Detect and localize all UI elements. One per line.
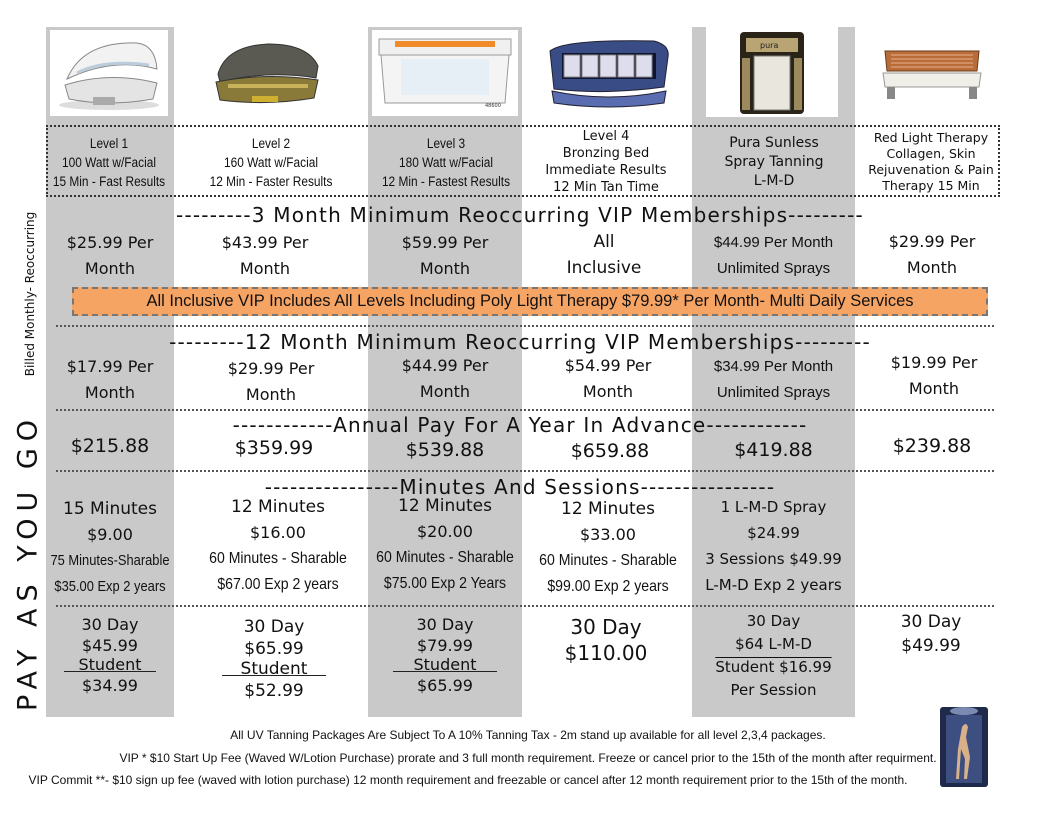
product-name: Level 3: [426, 135, 466, 151]
product-name: Level 2: [251, 135, 291, 151]
student-price: $52.99: [244, 681, 304, 701]
product-detail: 15 Min - Fast Results: [52, 173, 166, 189]
package: 60 Minutes - Sharable: [376, 549, 514, 566]
product-detail: 180 Watt w/Facial: [399, 154, 493, 170]
product-detail: L-M-D: [753, 172, 795, 189]
annual-heading: ------------Annual Pay For A Year In Advance------------: [232, 413, 808, 437]
minutes: 15 Minutes: [63, 499, 157, 519]
product-level2: [205, 128, 337, 196]
price: $34.99 Per Month: [713, 358, 834, 375]
price: $25.99 Per: [66, 233, 154, 252]
price-unit: Month: [419, 382, 471, 401]
price: $64 L-M-D: [735, 635, 812, 653]
three-month-level4-all-inclusive: [526, 229, 682, 281]
three-month-price-level2: [190, 230, 340, 282]
price-unit: Inclusive: [566, 258, 642, 278]
product-detail: Spray Tanning: [724, 153, 824, 170]
period: 30 Day: [81, 615, 139, 634]
product-name: Pura Sunless: [729, 134, 819, 151]
svg-text:48600: 48600: [485, 103, 501, 109]
period: 30 Day: [746, 612, 801, 630]
price: $24.99: [747, 524, 800, 542]
footer-vip-note: VIP * $10 Start Up Fee (Waved W/Lotion Purchase) prorate and 3 full month requirement. Freeze or cancel prior to the 15th of the month after requirment.: [119, 751, 937, 765]
spray: 1 L-M-D Spray: [720, 498, 827, 516]
thirty-day-pura: [692, 610, 855, 702]
price: $20.00: [417, 522, 473, 541]
divider: [56, 325, 994, 327]
period: 30 Day: [243, 617, 305, 637]
price: $44.99 Per: [401, 356, 489, 375]
product-detail: Immediate Results: [545, 163, 667, 178]
price-unit: Month: [908, 379, 960, 398]
minutes: 12 Minutes: [561, 499, 655, 519]
thirty-day-level4: [526, 614, 686, 666]
annual-price-red-light: $239.88: [892, 435, 972, 457]
product-level4: [526, 128, 686, 196]
product-detail: 160 Watt w/Facial: [224, 154, 318, 170]
package: 60 Minutes - Sharable: [539, 552, 677, 569]
price-unit: Month: [239, 259, 291, 278]
footer-vip-commit-note: VIP Commit **- $10 sign up fee (waved with lotion purchase) 12 month requirement and freezable or cancel after 12 month requirement prior to the 15th of the month.: [28, 773, 908, 787]
price: $9.00: [87, 525, 133, 544]
price: $16.00: [250, 523, 306, 542]
price: $43.99 Per: [221, 233, 309, 252]
price: $79.99: [417, 636, 473, 655]
three-month-heading: ---------3 Month Minimum Reoccurring VIP Memberships---------: [176, 203, 864, 227]
level1-bed-photo: [50, 30, 168, 116]
price: $29.99 Per: [227, 359, 315, 378]
student-label: Student: [413, 655, 477, 674]
package-expiry: L-M-D Exp 2 years: [705, 576, 842, 594]
twelve-month-heading: ---------12 Month Minimum Reoccurring VIP Memberships---------: [169, 330, 871, 354]
period: 30 Day: [570, 615, 642, 639]
minutes: 12 Minutes: [398, 496, 492, 516]
price: $65.99: [244, 639, 304, 659]
product-name: Level 1: [89, 135, 129, 151]
package-price: $67.00 Exp 2 years: [217, 576, 339, 593]
student-label: Student: [240, 659, 308, 679]
student-price: $34.99: [82, 676, 138, 695]
twelve-month-price-level3: [368, 353, 522, 405]
price: $29.99 Per: [888, 232, 976, 251]
three-month-price-red-light: [862, 229, 1002, 281]
svg-text:pura: pura: [760, 41, 779, 50]
price-unit: Month: [245, 385, 297, 404]
package: 3 Sessions $49.99: [705, 550, 842, 568]
price-unit: Month: [906, 258, 958, 277]
minutes-pura: [692, 494, 855, 598]
twelve-month-price-level2: [196, 356, 346, 408]
all-inclusive-vip-banner: All Inclusive VIP Includes All Levels Including Poly Light Therapy $79.99* Per Month- Multi Daily Services: [72, 287, 988, 316]
student-label: Student: [78, 655, 142, 674]
package: 75 Minutes-Sharable: [50, 552, 170, 569]
price: $110.00: [564, 641, 648, 665]
price-unit: Per Session: [730, 681, 817, 699]
period: 30 Day: [416, 615, 474, 634]
product-header-box: [46, 125, 1000, 197]
product-red-light: [860, 128, 1002, 196]
package-price: $35.00 Exp 2 years: [54, 578, 166, 595]
price-unit: Unlimited Sprays: [716, 384, 831, 401]
thirty-day-level3: [368, 614, 522, 696]
thirty-day-red-light: [860, 610, 1002, 658]
price-unit: Month: [582, 382, 634, 401]
divider: [56, 470, 994, 472]
thirty-day-level1: [46, 614, 174, 696]
product-name: Red Light Therapy: [873, 130, 989, 145]
price: $54.99 Per: [564, 356, 652, 375]
price-unit: Unlimited Sprays: [716, 260, 831, 277]
red-light-bed-photo: [870, 30, 994, 116]
pura-spray-booth-photo: [706, 27, 838, 117]
product-level3: [379, 128, 513, 196]
minutes-sessions-heading: ----------------Minutes And Sessions----------------: [264, 475, 776, 499]
divider: [56, 409, 994, 411]
twelve-month-price-pura: [692, 354, 855, 406]
price-unit: Month: [84, 383, 136, 402]
twelve-month-price-level1: [46, 354, 174, 406]
three-month-price-level3: [368, 230, 522, 282]
package-price: $99.00 Exp 2 years: [547, 578, 669, 595]
level3-bed-photo: [372, 30, 518, 116]
footer-tax-note: All UV Tanning Packages Are Subject To A 10% Tanning Tax - 2m stand up available for all level 2,3,4 packages.: [230, 728, 826, 742]
product-detail: Collagen, Skin: [886, 146, 976, 161]
product-name: Level 4: [582, 129, 630, 144]
product-detail: 12 Min - Fastest Results: [381, 173, 511, 189]
minutes: 12 Minutes: [231, 497, 325, 517]
period: 30 Day: [900, 612, 962, 632]
package-price: $75.00 Exp 2 Years: [383, 575, 507, 592]
divider: [56, 605, 994, 607]
price-unit: Month: [84, 259, 136, 278]
level2-bed-photo: [202, 30, 332, 116]
product-detail: Therapy 15 Min: [882, 178, 980, 193]
price: $33.00: [580, 525, 636, 544]
price: $19.99 Per: [890, 353, 978, 372]
student-price: Student $16.99: [715, 658, 832, 676]
product-detail: Rejuvenation & Pain: [868, 162, 994, 177]
annual-price-level1: $215.88: [70, 435, 150, 457]
product-detail: 100 Watt w/Facial: [62, 154, 156, 170]
price: $17.99 Per: [66, 357, 154, 376]
stand-up-booth-photo: [938, 703, 990, 789]
minutes-level2: [196, 494, 360, 598]
minutes-level1: [40, 496, 180, 600]
twelve-month-price-level4: [530, 353, 686, 405]
product-detail: Bronzing Bed: [562, 146, 650, 161]
price: $45.99: [82, 636, 138, 655]
price: $44.99 Per Month: [713, 234, 834, 251]
level4-bed-photo: [540, 30, 678, 116]
three-month-price-level1: [46, 230, 174, 282]
three-month-price-pura: [692, 230, 855, 282]
price: $59.99 Per: [401, 233, 489, 252]
annual-price-level4: $659.88: [570, 440, 650, 462]
annual-price-pura: $419.88: [734, 439, 813, 461]
price-unit: Month: [419, 259, 471, 278]
product-pura: [694, 128, 854, 196]
twelve-month-price-red-light: [864, 350, 1004, 402]
annual-price-level2: $359.99: [234, 437, 314, 459]
package: 60 Minutes - Sharable: [209, 550, 347, 567]
student-price: $65.99: [417, 676, 473, 695]
pay-as-you-go-label: PAY AS YOU GO: [12, 413, 44, 711]
minutes-level4: [526, 496, 690, 600]
product-detail: 12 Min - Faster Results: [209, 173, 333, 189]
product-level1: [52, 128, 166, 196]
thirty-day-level2: [196, 616, 352, 702]
product-detail: 12 Min Tan Time: [553, 180, 659, 195]
price: $49.99: [901, 636, 961, 656]
price: All: [593, 232, 615, 252]
billed-monthly-label: Billed Monthly- Reoccurring: [23, 211, 37, 377]
minutes-level3: [364, 493, 526, 597]
annual-price-level3: $539.88: [405, 439, 485, 461]
